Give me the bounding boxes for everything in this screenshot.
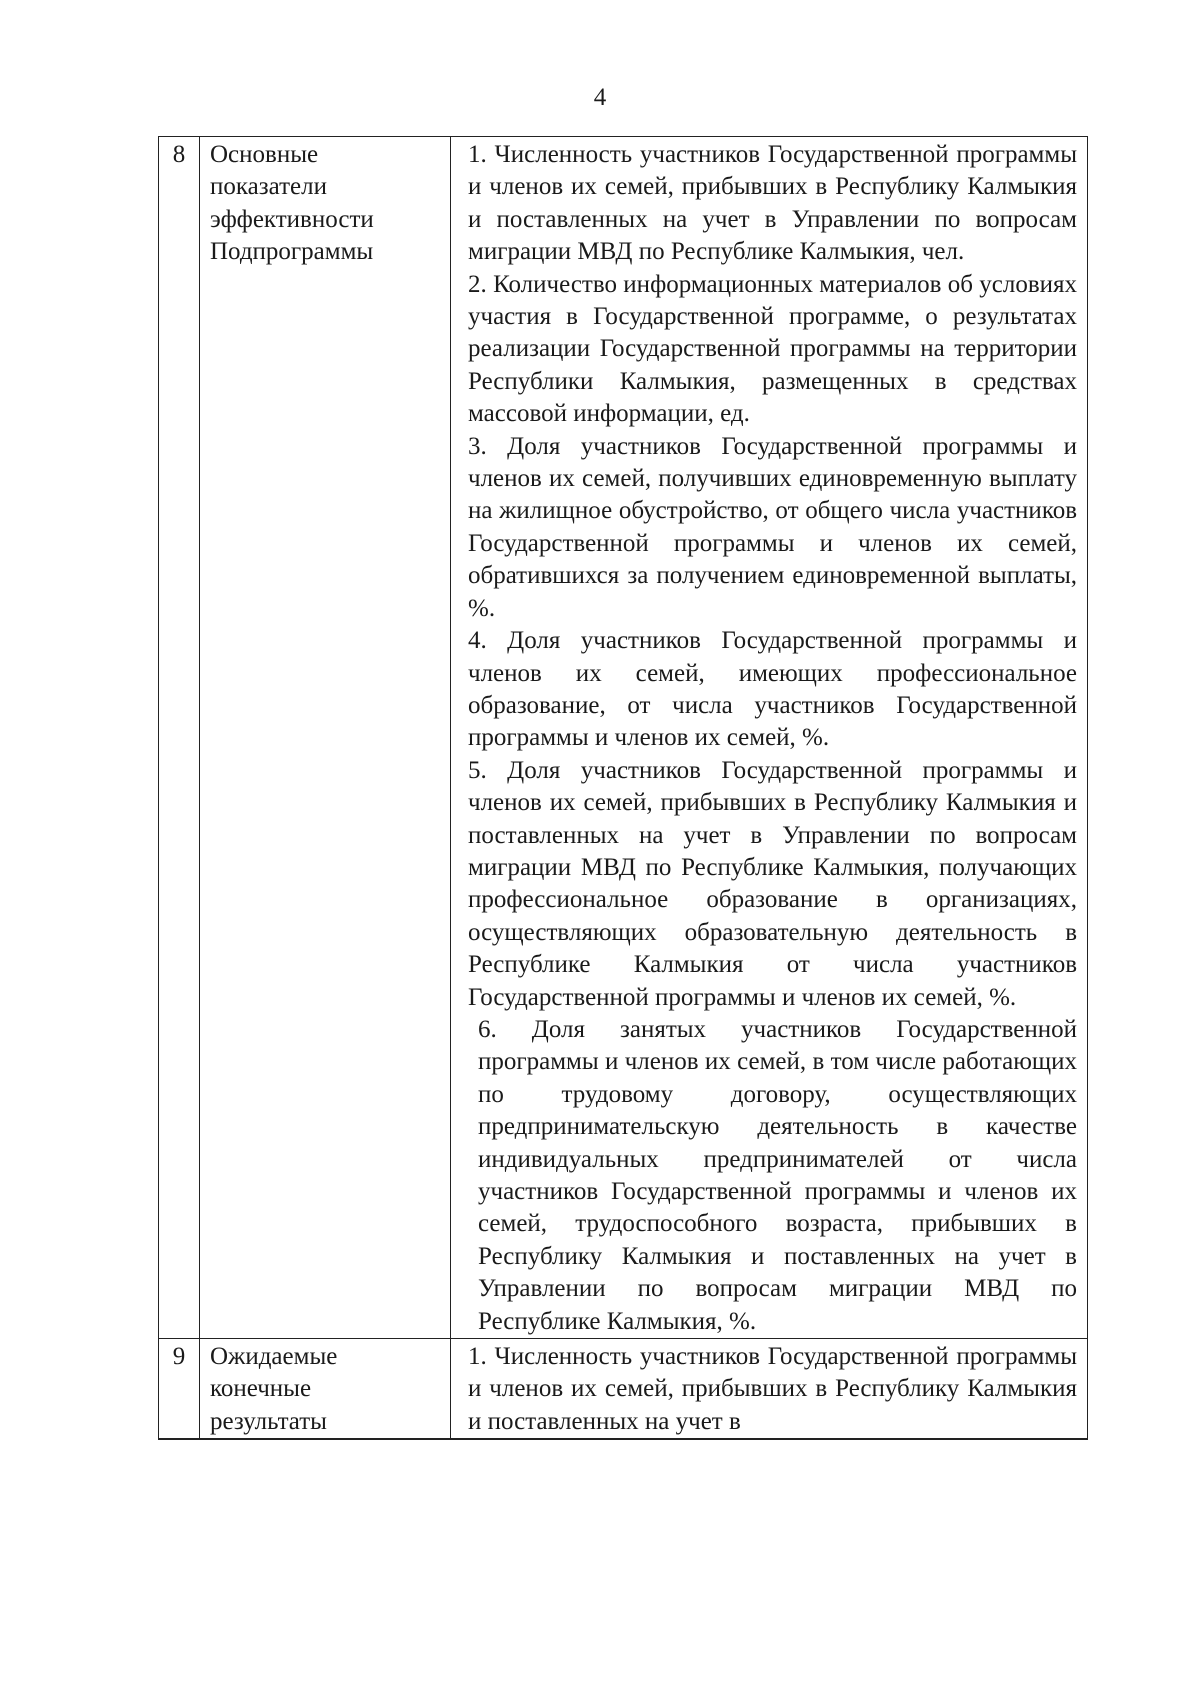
indicator-item: 4. Доля участников Государственной программы и членов их семей, имеющих профессиональное образование, от числа участников Государственной программы и членов их семей, %. — [468, 627, 1077, 752]
row-number: 9 — [159, 1339, 200, 1440]
indicator-item: 3. Доля участников Государственной программы и членов их семей, получивших единовременную выплату на жилищное обустройство, от общего числа участников Государственной программы и членов их семей, обратившихся за получением единовременной выплаты, %. — [468, 432, 1077, 622]
row-content — [451, 137, 1088, 1339]
passport-table — [158, 136, 1088, 1440]
row-number: 8 — [159, 137, 200, 1339]
row-title — [200, 137, 451, 1339]
table-row — [159, 137, 1088, 1339]
row-title — [200, 1339, 451, 1440]
row-title-line: Подпрограммы — [210, 238, 374, 266]
row-title-line: показатели — [210, 173, 327, 201]
row-title-line: результаты — [210, 1407, 327, 1435]
result-item: 1. Численность участников Государственной программы и членов их семей, прибывших в Республику Калмыкия и поставленных на учет в — [468, 1343, 1077, 1435]
row-title-line: эффективности — [210, 205, 374, 233]
indicator-item: 1. Численность участников Государственной программы и членов их семей, прибывших в Республику Калмыкия и поставленных на учет в Управлении по вопросам миграции МВД по Республике Калмыкия, чел. — [468, 141, 1077, 266]
row-content — [451, 1339, 1088, 1440]
row-title-line: Основные — [210, 141, 319, 168]
table-row — [159, 1339, 1088, 1440]
indicator-item: 6. Доля занятых участников Государственной программы и членов их семей, в том числе работающих по трудовому договору, осуществляющих предпринимательскую деятельность в качестве индивидуальных предпринимателей от числа участников Государственной программы и членов их семей, трудоспособного возраста, прибывших в Республику Калмыкия и поставленных на учет в Управлении по вопросам миграции МВД по Республике Калмыкия, %. — [478, 1015, 1077, 1335]
indicator-item: 5. Доля участников Государственной программы и членов их семей, прибывших в Республику Калмыкия и поставленных на учет в Управлении по вопросам миграции МВД по Республике Калмыкия, получающих профессиональное образование в организациях, осуществляющих образовательную деятельность в Республике Калмыкия от числа участников Государственной программы и членов их семей, %. — [468, 756, 1077, 1011]
indicator-item: 2. Количество информационных материалов об условиях участия в Государственной программе, о результатах реализации Государственной программы на территории Республики Калмыкия, размещенных в средствах массовой информации, ед. — [468, 270, 1077, 428]
row-title-line: Ожидаемые — [210, 1343, 338, 1371]
page-number: 4 — [593, 84, 607, 111]
row-title-line: конечные — [210, 1375, 312, 1403]
